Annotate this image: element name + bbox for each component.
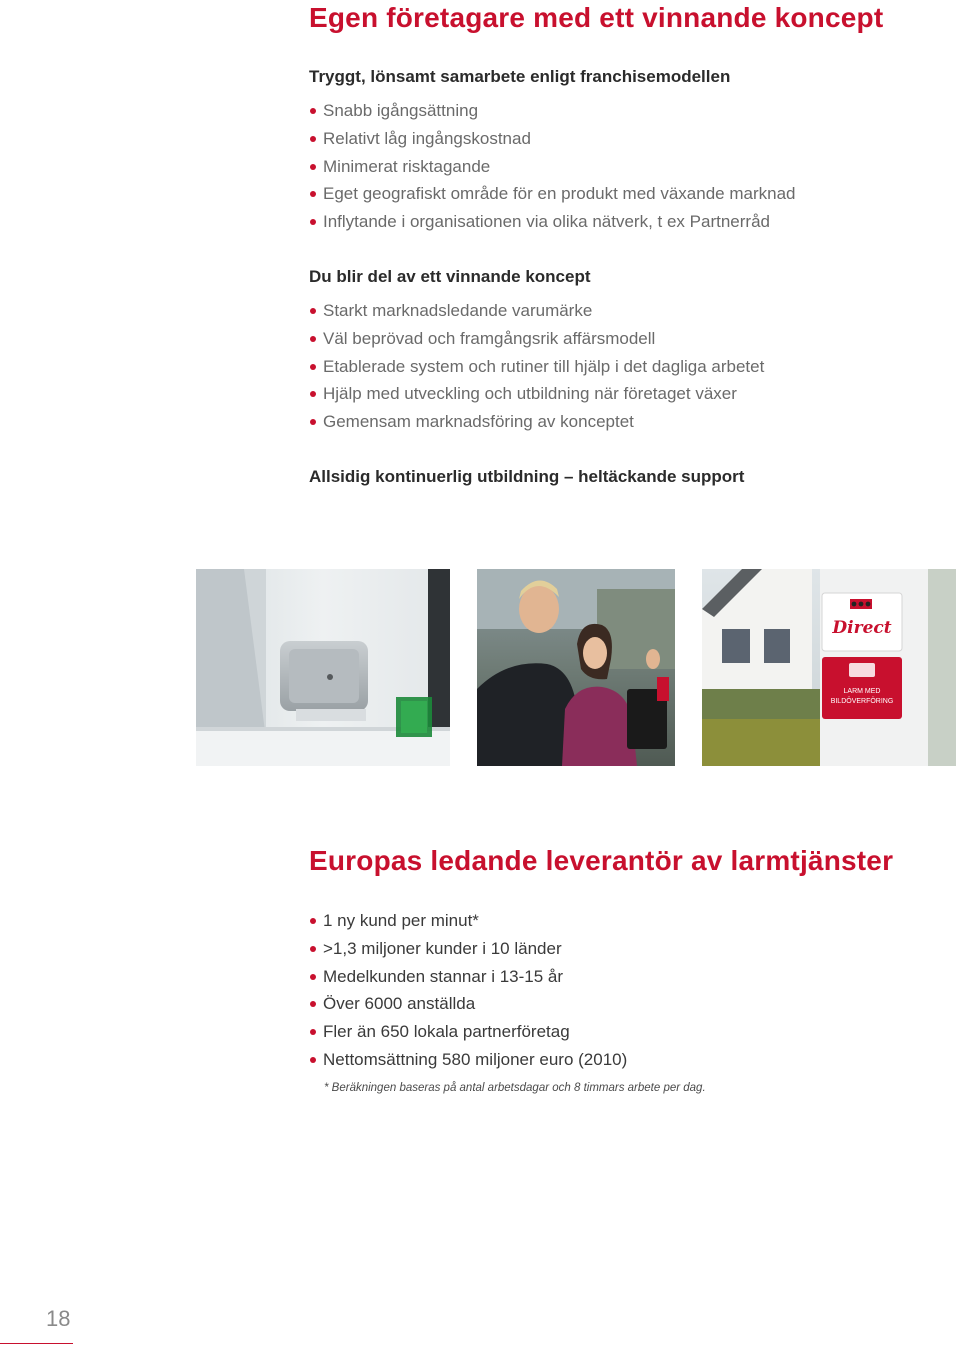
footnote: * Beräkningen baseras på antal arbetsdagar och 8 timmars arbete per dag. bbox=[324, 1082, 706, 1094]
list-item: Minimerat risktagande bbox=[309, 153, 796, 181]
alarm-device-image bbox=[196, 569, 450, 766]
list-item: Starkt marknadsledande varumärke bbox=[309, 297, 764, 325]
photo-alarm-device bbox=[196, 569, 450, 766]
bullet-icon bbox=[310, 336, 316, 342]
couple-image bbox=[477, 569, 675, 766]
section1-title: Egen företagare med ett vinnande koncept bbox=[309, 2, 884, 33]
list-item: Väl beprövad och framgångsrik affärsmodell bbox=[309, 325, 764, 353]
bullet-icon bbox=[310, 391, 316, 397]
photo-sign bbox=[702, 569, 956, 766]
sign-text-line2: BILDÖVERFÖRING bbox=[830, 698, 894, 705]
bullet-icon bbox=[310, 364, 316, 370]
list-item: Etablerade system och rutiner till hjälp i det dagliga arbetet bbox=[309, 353, 764, 381]
group3-heading: Allsidig kontinuerlig utbildning – heltäckande support bbox=[309, 467, 745, 486]
list-item: Över 6000 anställda bbox=[309, 990, 627, 1018]
list-item: Inflytande i organisationen via olika nätverk, t ex Partnerråd bbox=[309, 208, 796, 236]
bullet-icon bbox=[310, 918, 316, 924]
section2-list bbox=[309, 907, 627, 1074]
list-item: Snabb igångsättning bbox=[309, 97, 796, 125]
list-item: 1 ny kund per minut* bbox=[309, 907, 627, 935]
bullet-icon bbox=[310, 1001, 316, 1007]
bullet-icon bbox=[310, 1057, 316, 1063]
bullet-icon bbox=[310, 219, 316, 225]
bullet-icon bbox=[310, 419, 316, 425]
section2-title: Europas ledande leverantör av larmtjänster bbox=[309, 845, 894, 876]
list-item: Relativt låg ingångskostnad bbox=[309, 125, 796, 153]
list-item: Hjälp med utveckling och utbildning när företaget växer bbox=[309, 380, 764, 408]
bullet-icon bbox=[310, 136, 316, 142]
list-item: >1,3 miljoner kunder i 10 länder bbox=[309, 935, 627, 963]
group2-list bbox=[309, 297, 764, 436]
bullet-icon bbox=[310, 1029, 316, 1035]
list-item: Fler än 650 lokala partnerföretag bbox=[309, 1018, 627, 1046]
photo-couple bbox=[477, 569, 675, 766]
list-item: Gemensam marknadsföring av konceptet bbox=[309, 408, 764, 436]
list-item: Nettomsättning 580 miljoner euro (2010) bbox=[309, 1046, 627, 1074]
bullet-icon bbox=[310, 108, 316, 114]
bullet-icon bbox=[310, 974, 316, 980]
group1-list bbox=[309, 97, 796, 236]
bullet-icon bbox=[310, 164, 316, 170]
group1-heading: Tryggt, lönsamt samarbete enligt franchisemodellen bbox=[309, 67, 731, 86]
group2-heading: Du blir del av ett vinnande koncept bbox=[309, 267, 591, 286]
bullet-icon bbox=[310, 308, 316, 314]
list-item: Eget geografiskt område för en produkt med växande marknad bbox=[309, 180, 796, 208]
sign-text-line1: LARM MED bbox=[843, 688, 881, 695]
sign-brand: Direct bbox=[832, 618, 892, 638]
alarm-sign-image bbox=[702, 569, 956, 766]
bullet-icon bbox=[310, 946, 316, 952]
page-number: 18 bbox=[46, 1306, 71, 1331]
bullet-icon bbox=[310, 191, 316, 197]
page-number-rule bbox=[0, 1343, 73, 1344]
list-item: Medelkunden stannar i 13-15 år bbox=[309, 963, 627, 991]
